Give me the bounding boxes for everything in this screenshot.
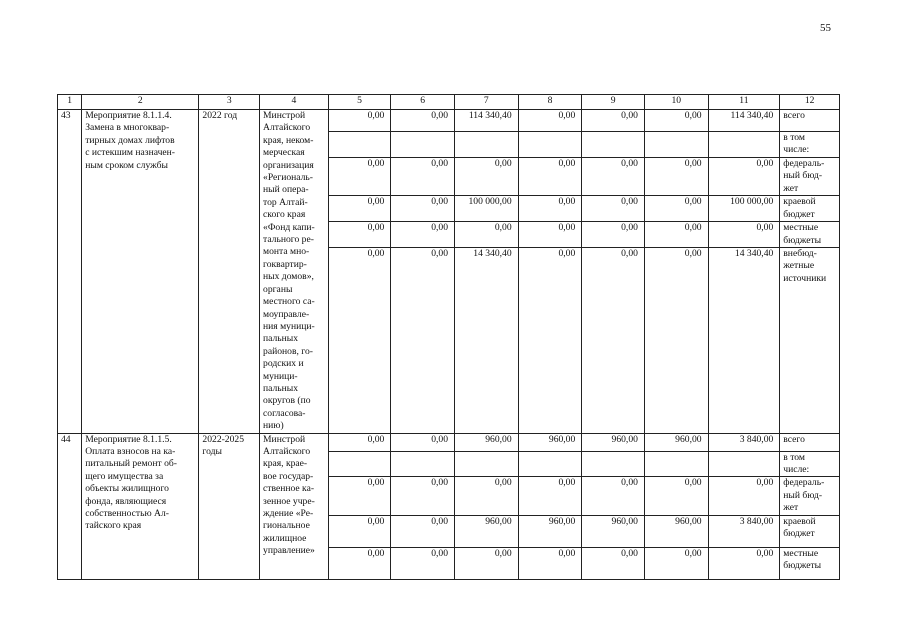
text-line: управление»	[263, 545, 315, 557]
column-header: 9	[582, 95, 645, 110]
text-line: Алтайского	[263, 122, 311, 134]
value-cell: 0,00	[582, 196, 645, 222]
value-cell: 0,00	[455, 222, 519, 248]
value-cell: 0,00	[644, 222, 708, 248]
period-cell: 2022 год	[199, 110, 260, 434]
value-cell: 0,00	[455, 477, 519, 515]
value-cell	[455, 132, 519, 158]
value-cell: 0,00	[644, 247, 708, 433]
text-line: ный бюд-	[783, 170, 823, 182]
text-line: гиональное	[263, 520, 310, 532]
text-line: моуправле-	[263, 308, 310, 320]
value-cell: 0,00	[582, 222, 645, 248]
value-cell: 0,00	[518, 222, 582, 248]
event-cell	[82, 110, 199, 434]
value-cell: 0,00	[708, 547, 780, 579]
value-cell: 0,00	[391, 547, 455, 579]
table-row	[58, 110, 840, 132]
value-cell: 960,00	[518, 515, 582, 547]
value-cell: 0,00	[455, 157, 519, 195]
value-cell: 114 340,40	[708, 110, 780, 132]
value-cell: 0,00	[391, 247, 455, 433]
value-cell	[518, 451, 582, 477]
text-line: федераль-	[783, 157, 825, 169]
value-cell: 3 840,00	[708, 515, 780, 547]
header-row	[58, 95, 840, 110]
text-line: щего имущества за	[85, 470, 164, 482]
event-cell	[82, 433, 199, 579]
value-cell: 0,00	[518, 157, 582, 195]
value-cell	[708, 132, 780, 158]
text-line: Алтайского	[263, 445, 311, 457]
text-line: мерческая	[263, 147, 305, 159]
text-line: источники	[783, 272, 827, 284]
text-line: местные	[783, 547, 819, 559]
funding-source-cell	[780, 196, 840, 222]
executor-cell	[260, 110, 329, 434]
funding-source-cell	[780, 110, 840, 132]
column-header: 5	[328, 95, 391, 110]
text-line: жилищное	[263, 532, 307, 544]
text-line: числе:	[783, 463, 810, 475]
value-cell: 0,00	[391, 222, 455, 248]
text-line: питальный ремонт об-	[85, 458, 177, 470]
text-line: Оплата взносов на ка-	[85, 445, 176, 457]
funding-source-cell	[780, 132, 840, 158]
value-cell: 0,00	[644, 196, 708, 222]
text-line: «Региональ-	[263, 172, 313, 184]
value-cell: 0,00	[391, 433, 455, 451]
text-line: ния муници-	[263, 320, 315, 332]
column-header: 10	[644, 95, 708, 110]
value-cell: 0,00	[328, 515, 391, 547]
page-number: 55	[820, 22, 831, 34]
text-line: федераль-	[783, 477, 825, 489]
value-cell	[328, 451, 391, 477]
value-cell: 0,00	[328, 222, 391, 248]
value-cell: 0,00	[328, 477, 391, 515]
text-line: тор Алтай-	[263, 196, 308, 208]
value-cell: 0,00	[644, 477, 708, 515]
text-line: Минстрой	[263, 433, 306, 445]
value-cell: 0,00	[518, 477, 582, 515]
value-cell: 0,00	[391, 515, 455, 547]
funding-source-cell	[780, 222, 840, 248]
text-line: собственностью Ал-	[85, 508, 169, 519]
text-line: жетные	[783, 260, 815, 272]
value-cell: 0,00	[518, 547, 582, 579]
value-cell	[644, 132, 708, 158]
text-line: края, крае-	[263, 458, 308, 470]
value-cell: 0,00	[455, 547, 519, 579]
column-header: 3	[199, 95, 260, 110]
executor-cell	[260, 433, 329, 579]
text-line: пальных	[263, 333, 299, 345]
text-line: тайского края	[85, 520, 142, 532]
text-line: тального ре-	[263, 234, 314, 246]
value-cell: 100 000,00	[708, 196, 780, 222]
column-header: 11	[708, 95, 780, 110]
value-cell: 960,00	[644, 515, 708, 547]
text-line: муници-	[263, 370, 298, 382]
text-line: бюджет	[783, 528, 815, 539]
text-line: бюджеты	[783, 234, 822, 246]
value-cell: 14 340,40	[708, 247, 780, 433]
value-cell: 960,00	[644, 433, 708, 451]
value-cell: 0,00	[708, 477, 780, 515]
text-line: ждение «Ре-	[263, 508, 314, 519]
value-cell	[391, 451, 455, 477]
text-line: краевой	[783, 196, 816, 208]
value-cell: 960,00	[582, 433, 645, 451]
value-cell: 0,00	[708, 157, 780, 195]
funding-source-cell	[780, 157, 840, 195]
text-line: «Фонд капи-	[263, 221, 315, 233]
text-line: края, неком-	[263, 134, 314, 146]
text-line: фонда, являющиеся	[85, 495, 167, 507]
text-line: Мероприятие 8.1.1.5.	[85, 433, 172, 445]
value-cell: 960,00	[582, 515, 645, 547]
value-cell: 0,00	[328, 547, 391, 579]
funding-source-cell	[780, 433, 840, 451]
value-cell: 0,00	[391, 196, 455, 222]
value-cell: 0,00	[328, 110, 391, 132]
row-number-cell: 43	[58, 110, 82, 434]
value-cell: 960,00	[518, 433, 582, 451]
funding-source-cell	[780, 247, 840, 433]
table-row	[58, 433, 840, 451]
value-cell: 0,00	[328, 157, 391, 195]
text-line: жет	[783, 182, 799, 194]
text-line: организация	[263, 159, 314, 171]
row-number-cell: 44	[58, 433, 82, 579]
value-cell: 0,00	[391, 110, 455, 132]
value-cell: 0,00	[582, 477, 645, 515]
value-cell: 0,00	[328, 247, 391, 433]
text-line: ственное ка-	[263, 483, 315, 495]
value-cell	[328, 132, 391, 158]
text-line: всего	[783, 110, 805, 121]
value-cell: 14 340,40	[455, 247, 519, 433]
funding-source-cell	[780, 547, 840, 579]
value-cell: 0,00	[708, 222, 780, 248]
value-cell: 0,00	[582, 547, 645, 579]
value-cell: 0,00	[518, 110, 582, 132]
text-line: ского края	[263, 209, 306, 221]
column-header: 8	[518, 95, 582, 110]
text-line: родских и	[263, 358, 304, 370]
text-line: краевой	[783, 515, 816, 527]
value-cell: 960,00	[455, 433, 519, 451]
text-line: жет	[783, 502, 799, 514]
value-cell: 114 340,40	[455, 110, 519, 132]
value-cell: 3 840,00	[708, 433, 780, 451]
column-header: 4	[260, 95, 329, 110]
text-line: ный бюд-	[783, 489, 823, 501]
column-header: 7	[455, 95, 519, 110]
value-cell: 0,00	[582, 110, 645, 132]
text-line: внебюд-	[783, 247, 817, 259]
column-header: 1	[58, 95, 82, 110]
text-line: округов (по	[263, 395, 311, 407]
text-line: нию)	[263, 420, 284, 432]
text-line: бюджет	[783, 208, 815, 220]
text-line: Мероприятие 8.1.1.4.	[85, 110, 172, 121]
text-line: Замена в многоквар-	[85, 122, 170, 134]
value-cell: 0,00	[582, 247, 645, 433]
value-cell: 0,00	[518, 247, 582, 433]
funding-source-cell	[780, 515, 840, 547]
column-header: 12	[780, 95, 840, 110]
text-line: монта мно-	[263, 246, 310, 258]
column-header: 6	[391, 95, 455, 110]
value-cell: 0,00	[518, 196, 582, 222]
budget-table	[57, 94, 840, 580]
text-line: районов, го-	[263, 345, 313, 357]
funding-source-cell	[780, 477, 840, 515]
value-cell: 0,00	[582, 157, 645, 195]
text-line: местного са-	[263, 296, 315, 308]
text-line: объекты жилищного	[85, 483, 169, 495]
text-line: тирных домах лифтов	[85, 134, 175, 146]
text-line: органы	[263, 283, 293, 295]
value-cell: 0,00	[328, 433, 391, 451]
value-cell: 960,00	[455, 515, 519, 547]
funding-source-cell	[780, 451, 840, 477]
value-cell	[455, 451, 519, 477]
text-line: гоквартир-	[263, 258, 307, 270]
text-line: ным сроком службы	[85, 159, 168, 171]
text-line: ных домов»,	[263, 271, 314, 283]
period-cell: 2022-2025 годы	[199, 433, 260, 579]
value-cell: 0,00	[644, 547, 708, 579]
value-cell: 0,00	[644, 157, 708, 195]
value-cell	[582, 132, 645, 158]
value-cell: 0,00	[391, 157, 455, 195]
value-cell: 0,00	[391, 477, 455, 515]
text-line: местные	[783, 222, 819, 234]
value-cell	[391, 132, 455, 158]
text-line: с истекшим назначен-	[85, 147, 175, 159]
text-line: всего	[783, 433, 805, 445]
text-line: в том	[783, 451, 805, 463]
value-cell	[518, 132, 582, 158]
text-line: в том	[783, 132, 805, 144]
text-line: бюджеты	[783, 560, 822, 571]
column-header: 2	[82, 95, 199, 110]
text-line: вое государ-	[263, 470, 314, 482]
text-line: зенное учре-	[263, 495, 315, 507]
value-cell: 0,00	[328, 196, 391, 222]
text-line: согласова-	[263, 407, 306, 419]
text-line: числе:	[783, 144, 810, 156]
value-cell: 0,00	[644, 110, 708, 132]
text-line: ный опера-	[263, 184, 309, 196]
text-line: пальных	[263, 382, 299, 394]
value-cell	[644, 451, 708, 477]
text-line: Минстрой	[263, 110, 306, 121]
value-cell	[708, 451, 780, 477]
value-cell	[582, 451, 645, 477]
value-cell: 100 000,00	[455, 196, 519, 222]
